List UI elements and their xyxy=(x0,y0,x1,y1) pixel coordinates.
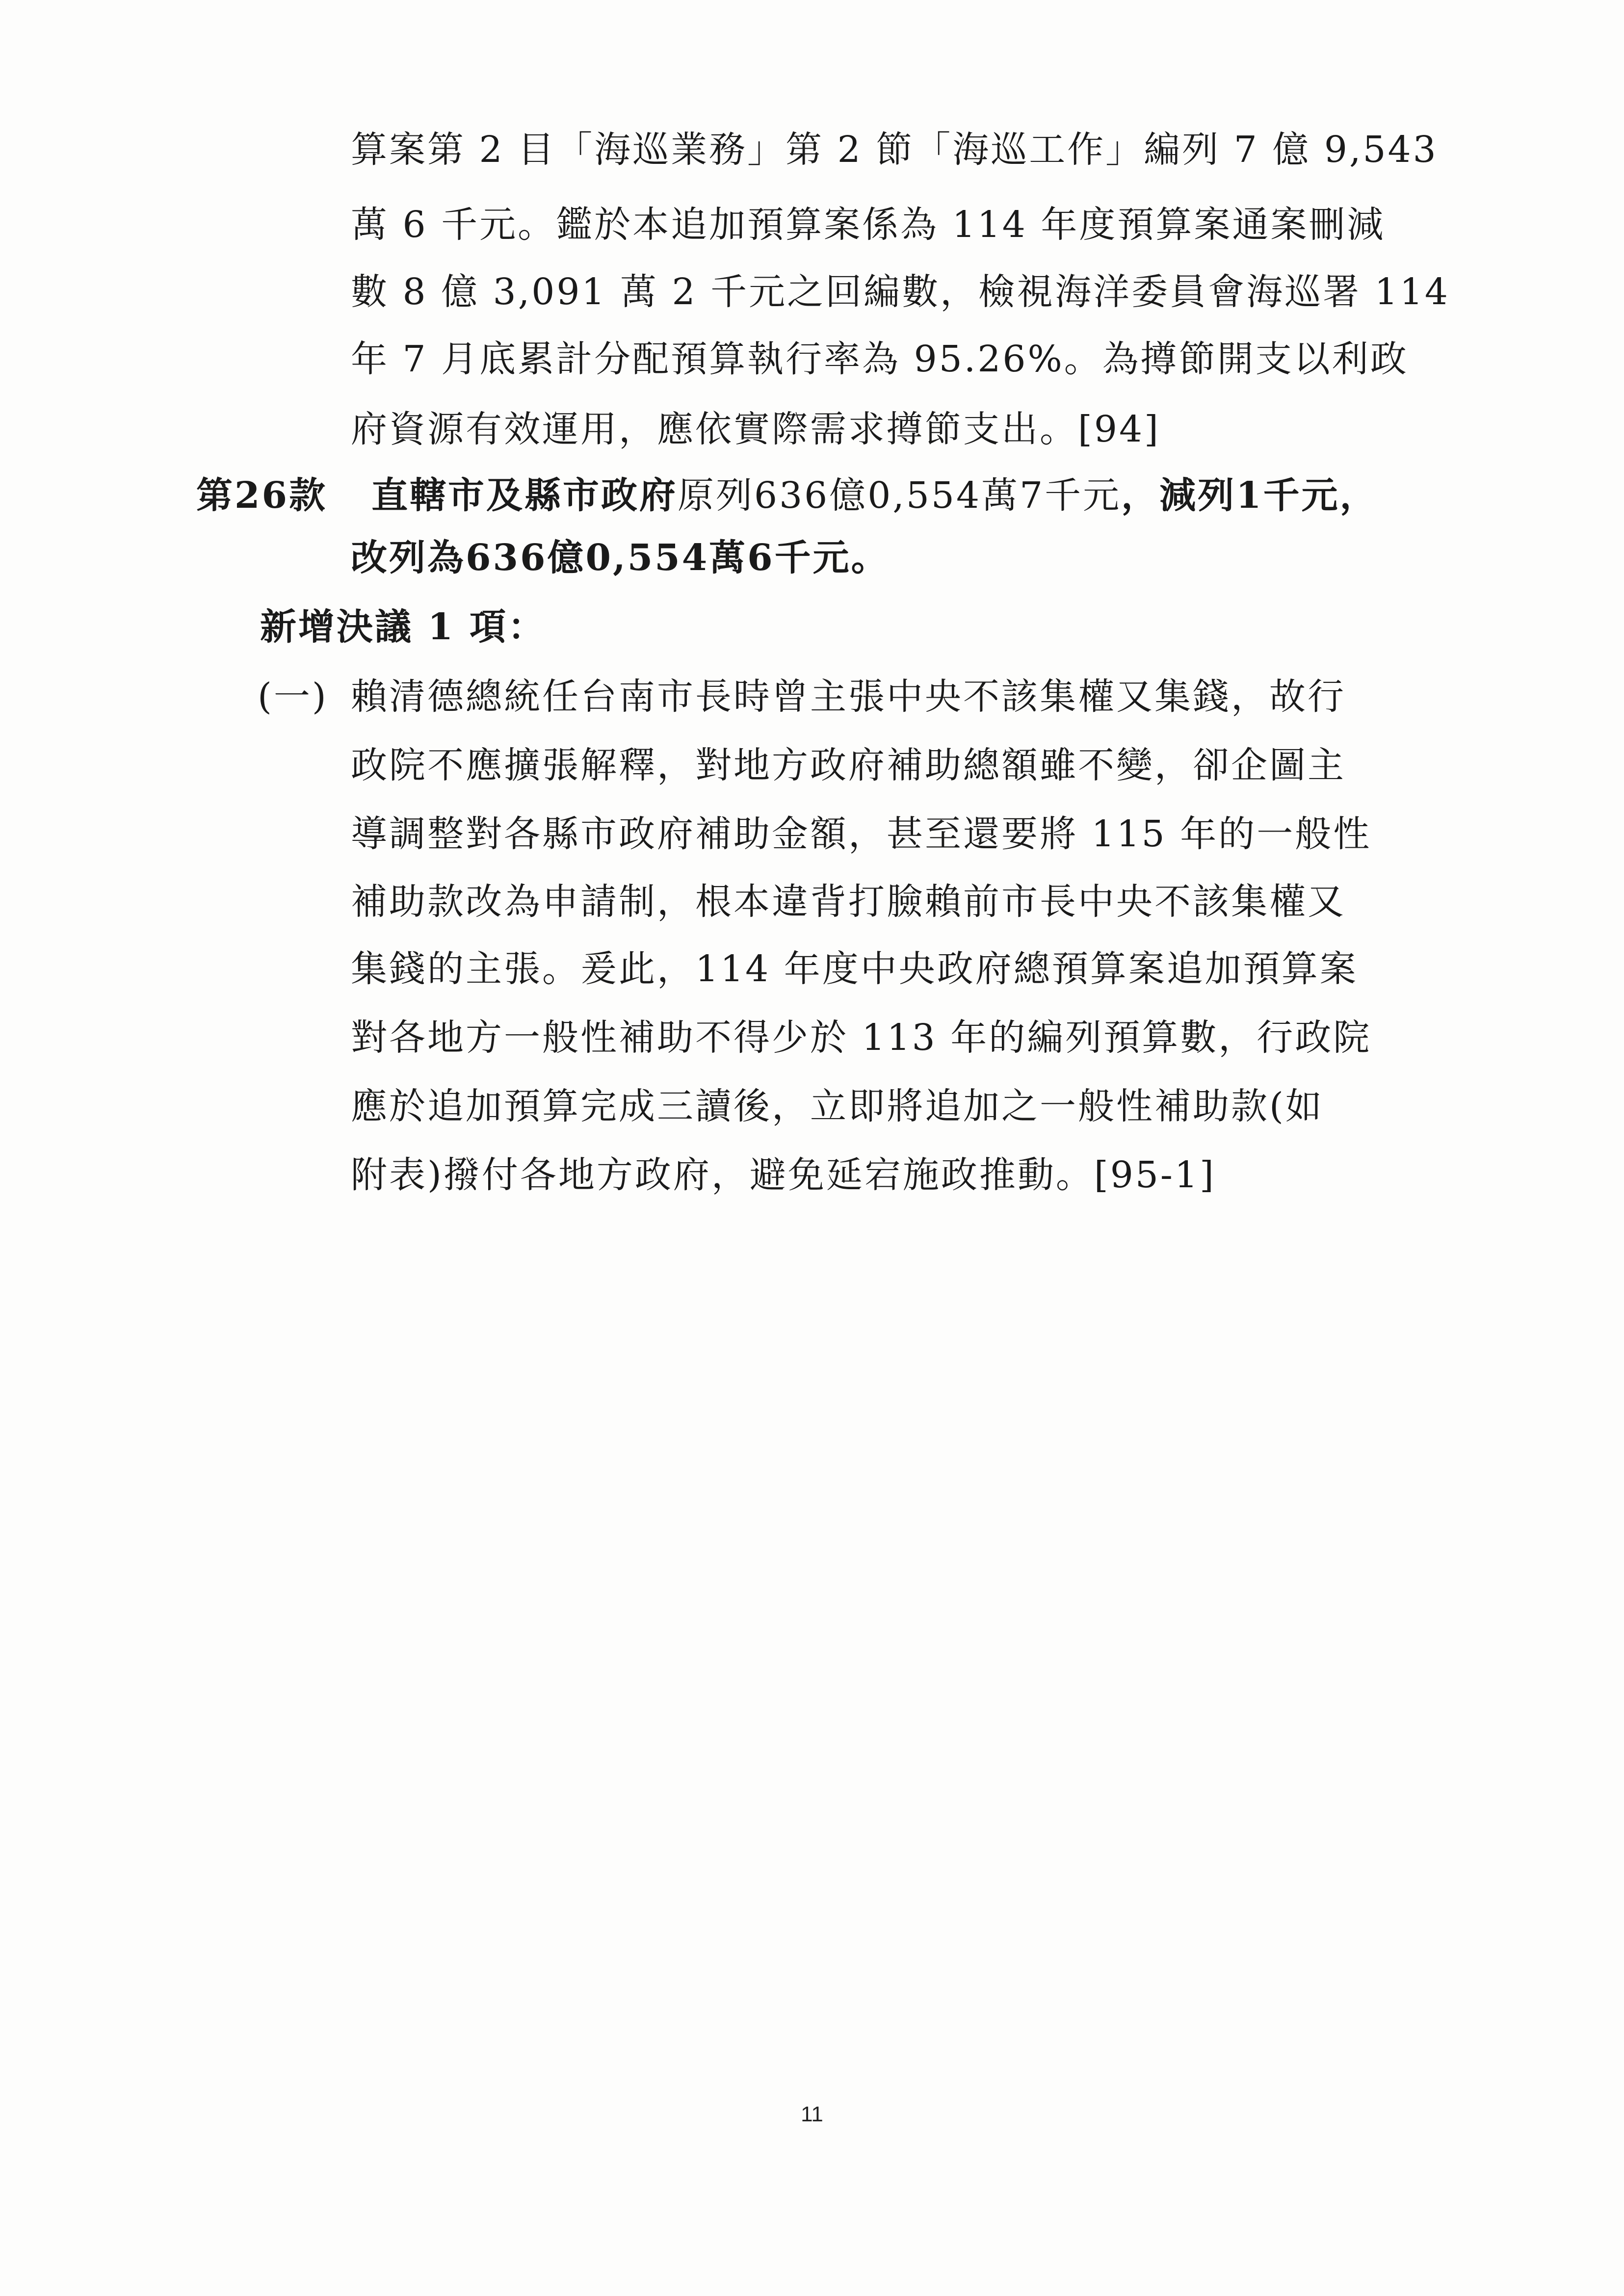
resolution-line-7: 應於追加預算完成三讀後，立即將追加之一般性補助款(如 xyxy=(351,1085,1324,1127)
continuation-line-4: 年 7 月底累計分配預算執行率為 95.26%。為撙節開支以利政 xyxy=(351,338,1409,380)
resolution-line-6: 對各地方一般性補助不得少於 113 年的編列預算數，行政院 xyxy=(351,1017,1372,1059)
section-heading xyxy=(196,471,1378,520)
resolution-line-8: 附表)撥付各地方政府，避免延宕施政推動。[95-1] xyxy=(351,1154,1216,1196)
section-agency: 直轄市及縣市政府 xyxy=(371,474,678,517)
continuation-line-5: 府資源有效運用，應依實際需求撙節支出。[94] xyxy=(351,408,1160,450)
continuation-line-3: 數 8 億 3,091 萬 2 千元之回編數，檢視海洋委員會海巡署 114 xyxy=(351,271,1450,313)
resolution-line-3: 導調整對各縣市政府補助金額，甚至還要將 115 年的一般性 xyxy=(351,813,1372,855)
resolution-line-4: 補助款改為申請制，根本違背打臉賴前市長中央不該集權又 xyxy=(351,881,1346,923)
page-number: 11 xyxy=(801,2102,823,2126)
resolution-line-1: 賴清德總統任台南市長時曾主張中央不該集權又集錢，故行 xyxy=(351,676,1346,718)
section-original-amount: 原列636億0,554萬7千元 xyxy=(677,474,1122,517)
section-label: 第26款 xyxy=(196,474,327,517)
resolution-heading: 新增決議 1 項： xyxy=(260,606,547,648)
section-reduction: ，減列1千元， xyxy=(1121,474,1378,517)
continuation-line-1: 算案第 2 目「海巡業務」第 2 節「海巡工作」編列 7 億 9,543 xyxy=(351,129,1438,171)
resolution-line-5: 集錢的主張。爰此，114 年度中央政府總預算案追加預算案 xyxy=(351,948,1358,990)
section-revised-amount: 改列為636億0,554萬6千元。 xyxy=(351,537,890,579)
resolution-marker: (一) xyxy=(258,676,328,718)
resolution-line-2: 政院不應擴張解釋，對地方政府補助總額雖不變，卻企圖主 xyxy=(351,744,1346,786)
continuation-line-2: 萬 6 千元。鑑於本追加預算案係為 114 年度預算案通案刪減 xyxy=(351,204,1386,246)
